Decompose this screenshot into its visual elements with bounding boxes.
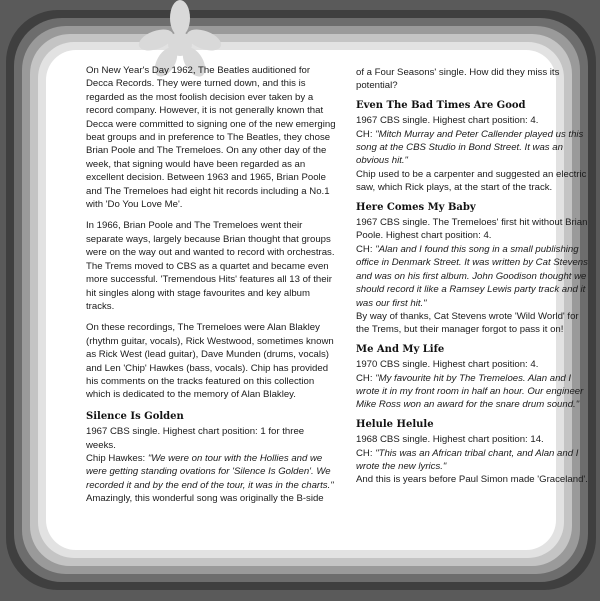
track-info: 1967 CBS single. Highest chart position: 1 for three weeks.: [86, 426, 305, 451]
comment-lead: CH:: [356, 372, 376, 384]
comment-quote: "Alan and I found this song in a small publishing office in Denmark Street. It was written by Cat Stevens and was on his first album. John Goodison thought we should record it like a Ramsey Lewis party track and it was our first hit.": [356, 243, 588, 309]
comment-quote: "We were on tour with the Hollies and we were getting standing ovations for 'Silence Is Golden'. We recorded it and by the end of the tour, it was in the charts.": [86, 452, 334, 491]
track-heading: Me And My Life: [356, 343, 445, 355]
track-note: Chip used to be a carpenter and suggested an electric saw, which Rick plays, at the start of the track.: [356, 168, 587, 194]
track-heading: Silence Is Golden: [86, 410, 184, 422]
track-note: And this is years before Paul Simon made 'Graceland'.: [356, 474, 588, 486]
track-comment: [356, 128, 588, 168]
track-comment: [86, 452, 336, 492]
left-column: [86, 64, 336, 506]
intro-paragraph: On these recordings, The Tremeloes were Alan Blakley (rhythm guitar, vocals), Rick Westwood, sometimes known as Rick West (lead guitar), Dave Munden (drums, vocals) and Len 'Chip' Hawkes (bass, vocals). Chip has provided his comments on the tracks featured on this collection which is dedicated to the memory of Alan Blakley.: [86, 322, 334, 401]
track-info: 1967 CBS single. The Tremeloes' first hit without Brian Poole. Highest chart position: 4.: [356, 217, 588, 242]
track-note: By way of thanks, Cat Stevens wrote 'Wild World' for the Trems, but their manager forgot to pass it on!: [356, 310, 579, 336]
track-comment: [356, 447, 588, 474]
intro-paragraph: In 1966, Brian Poole and The Tremeloes went their separate ways, largely because Brian thought that groups were on the way out and wanted to record with orchestras. The Trems moved to CBS as a quartet and became even more successful. 'Tremendous Hits' features all 13 of their hit singles along with stage favourites and key album tracks.: [86, 220, 335, 312]
comment-lead: CH:: [356, 128, 376, 140]
track-heading: Helule Helule: [356, 418, 434, 430]
track-info: 1968 CBS single. Highest chart position: 14.: [356, 434, 544, 446]
track-note: Amazingly, this wonderful song was originally the B-side: [86, 493, 324, 505]
track-info: 1970 CBS single. Highest chart position: 4.: [356, 359, 539, 371]
comment-quote: "Mitch Murray and Peter Callender played us this song at the CBS Studio in Bond Street. It was an obvious hit.": [356, 128, 584, 167]
track-heading: Even The Bad Times Are Good: [356, 99, 526, 111]
intro-paragraph: On New Year's Day 1962, The Beatles auditioned for Decca Records. They were turned down, and this is regarded as the most foolish decision ever taken by a record company. However, it is not generally known that Decca were committed to signing one of the new emerging beat groups and in preference to The Beatles, they chose Brian Poole and The Tremeloes. On any other day of the week, that signing would have been regarded as an excellent decision. Between 1963 and 1965, Brian Poole and The Tremeloes had eight hit records including a No.1 with 'Do You Love Me'.: [86, 65, 336, 211]
comment-lead: Chip Hawkes:: [86, 452, 148, 464]
track-comment: [356, 372, 588, 412]
track-note-continued: of a Four Seasons' single. How did they miss its potential?: [356, 67, 560, 92]
track-heading: Here Comes My Baby: [356, 201, 476, 213]
track-comment: [356, 243, 588, 310]
comment-quote: "My favourite hit by The Tremeloes. Alan and I wrote it in my front room in half an hour. Our engineer Mike Ross won an award for the snare drum sound.": [356, 372, 584, 411]
comment-quote: "This was an African tribal chant, and Alan and I wrote the new lyrics.": [356, 447, 579, 472]
comment-lead: CH:: [356, 447, 376, 459]
right-column: [356, 66, 588, 487]
track-info: 1967 CBS single. Highest chart position: 4.: [356, 115, 539, 127]
comment-lead: CH:: [356, 243, 376, 255]
